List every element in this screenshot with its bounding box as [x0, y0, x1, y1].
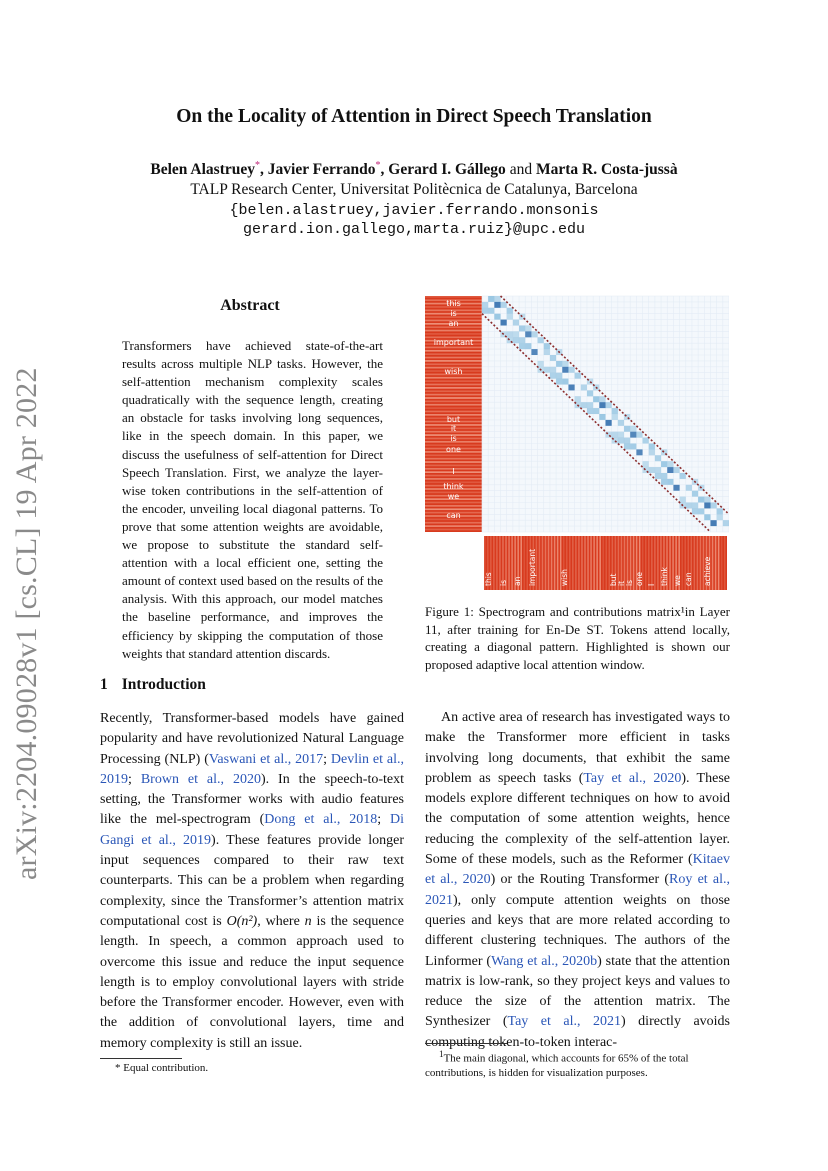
- contribution-cell: [556, 373, 562, 379]
- spectrogram-band: [599, 536, 601, 590]
- contribution-cell: [680, 497, 686, 503]
- contribution-cell: [606, 420, 612, 426]
- contribution-cell: [655, 473, 661, 479]
- contribution-cell: [544, 367, 550, 373]
- contribution-cell: [562, 361, 568, 367]
- token-label: wish: [560, 569, 569, 586]
- spectrogram-band: [425, 394, 482, 396]
- spectrogram-band: [584, 536, 586, 590]
- spectrogram-band: [425, 465, 482, 467]
- token-label: is: [450, 309, 457, 318]
- spectrogram-band: [569, 536, 571, 590]
- spectrogram-band: [425, 350, 482, 352]
- spectrogram-band: [572, 536, 574, 590]
- contribution-cell: [624, 438, 630, 444]
- contribution-cell: [525, 326, 531, 332]
- spectrogram-band: [575, 536, 577, 590]
- contribution-cell: [618, 438, 624, 444]
- spectrogram-band: [425, 478, 482, 480]
- contribution-cell: [655, 467, 661, 473]
- token-label: this: [446, 299, 461, 308]
- spectrogram-band: [721, 536, 723, 590]
- contribution-cell: [667, 479, 673, 485]
- contribution-cell: [562, 367, 568, 373]
- contribution-cell: [612, 432, 618, 438]
- contribution-cell: [525, 343, 531, 349]
- spectrogram-band: [425, 357, 482, 359]
- spectrogram-band: [645, 536, 647, 590]
- contribution-cell: [673, 485, 679, 491]
- contribution-cell: [649, 467, 655, 473]
- spectrogram-band: [606, 536, 608, 590]
- spectrogram-band: [654, 536, 656, 590]
- token-label: is: [625, 580, 634, 586]
- contribution-cell: [624, 444, 630, 450]
- spectrogram-band: [587, 536, 589, 590]
- contribution-cell: [723, 520, 729, 526]
- contribution-cell: [692, 491, 698, 497]
- citation-link[interactable]: Roy et al., 2021: [425, 872, 730, 908]
- spectrogram-band: [539, 536, 541, 590]
- contribution-cell: [501, 320, 507, 326]
- contribution-cell: [550, 373, 556, 379]
- citation-link[interactable]: Wang et al., 2020b: [491, 953, 598, 969]
- spectrogram-band: [602, 536, 604, 590]
- contribution-cell: [717, 508, 723, 514]
- contribution-cell: [661, 461, 667, 467]
- figure-contributions-matrix: [425, 294, 729, 590]
- figure-caption: Figure 1: Spectrogram and contributions matrix¹in Layer 11, after training for En-De ST. Tokens attend locally, creating a diagonal pattern. Highlighted is shown our proposed adaptive local attention window.: [425, 604, 730, 672]
- spectrogram-band: [554, 536, 556, 590]
- spectrogram-band: [715, 536, 717, 590]
- contribution-cell: [667, 467, 673, 473]
- token-label: one: [635, 572, 644, 586]
- contribution-cell: [587, 402, 593, 408]
- contribution-cell: [544, 349, 550, 355]
- contribution-cell: [562, 379, 568, 385]
- spectrogram-band: [425, 407, 482, 409]
- contribution-cell: [618, 420, 624, 426]
- spectrogram-band: [425, 380, 482, 382]
- contribution-cell: [513, 320, 519, 326]
- contribution-cell: [482, 302, 488, 308]
- spectrogram-band: [425, 505, 482, 507]
- contribution-cell: [686, 485, 692, 491]
- contribution-cell: [593, 396, 599, 402]
- contribution-cell: [575, 396, 581, 402]
- equal-contribution-mark: *: [375, 160, 381, 171]
- token-label: but: [446, 415, 461, 424]
- token-label: can: [684, 572, 693, 586]
- citation-link[interactable]: Tay et al., 2021: [507, 1014, 622, 1030]
- contribution-cell: [630, 426, 636, 432]
- spectrogram-band: [551, 536, 553, 590]
- footnote-rule: [425, 1043, 507, 1044]
- contribution-cell: [624, 426, 630, 432]
- contribution-cell: [544, 343, 550, 349]
- contribution-cell: [680, 473, 686, 479]
- spectrogram-band: [548, 536, 550, 590]
- author-name: Marta R. Costa-jussà: [535, 161, 678, 179]
- spectrogram-band: [496, 536, 498, 590]
- contribution-cell: [661, 479, 667, 485]
- contribution-cell: [673, 467, 679, 473]
- citation-link[interactable]: Tay et al., 2020: [583, 770, 682, 786]
- contribution-cell: [692, 503, 698, 509]
- token-label: achieve: [703, 556, 712, 586]
- contribution-cell: [501, 302, 507, 308]
- spectrogram-band: [425, 360, 482, 362]
- contribution-cell: [710, 520, 716, 526]
- spectrogram-band: [425, 296, 482, 298]
- contribution-cell: [538, 361, 544, 367]
- contribution-cell: [655, 455, 661, 461]
- section-heading: [100, 676, 220, 694]
- spectrogram-band: [581, 536, 583, 590]
- contribution-cell: [519, 337, 525, 343]
- contribution-cell: [704, 497, 710, 503]
- section-title: Introduction: [121, 676, 206, 693]
- contributions-matrix-figure: [425, 294, 729, 590]
- spectrogram-band: [425, 411, 482, 413]
- spectrogram-band: [425, 377, 482, 379]
- contribution-cell: [661, 473, 667, 479]
- contribution-cell: [698, 508, 704, 514]
- contribution-cell: [488, 308, 494, 314]
- spectrogram-band: [669, 536, 671, 590]
- contribution-cell: [636, 432, 642, 438]
- contribution-cell: [550, 367, 556, 373]
- author-name: Javier Ferrando: [267, 161, 376, 179]
- spectrogram-band: [425, 525, 482, 527]
- footnote-rule: [100, 1058, 182, 1059]
- spectrogram-band: [545, 536, 547, 590]
- contribution-cell: [643, 438, 649, 444]
- token-label: it: [617, 580, 626, 586]
- contribution-cell: [581, 385, 587, 391]
- spectrogram-band: [425, 384, 482, 386]
- spectrogram-band: [425, 529, 482, 531]
- abstract-heading: Abstract: [220, 297, 280, 314]
- contribution-cell: [698, 497, 704, 503]
- token-label: is: [450, 434, 457, 443]
- contribution-cell: [494, 314, 500, 320]
- spectrogram-band: [590, 536, 592, 590]
- contribution-cell: [612, 408, 618, 414]
- spectrogram-band: [493, 536, 495, 590]
- contribution-cell: [599, 414, 605, 420]
- spectrogram-band: [425, 404, 482, 406]
- citation-link[interactable]: Di Gangi et al., 2019: [100, 812, 405, 848]
- spectrogram-band: [425, 397, 482, 399]
- contribution-cell: [667, 461, 673, 467]
- contribution-cell: [568, 385, 574, 391]
- citation-link[interactable]: Kitaev et al., 2020: [425, 852, 730, 888]
- contribution-cell: [494, 302, 500, 308]
- contribution-cell: [531, 349, 537, 355]
- spectrogram-band: [724, 536, 726, 590]
- token-label: can: [446, 511, 461, 520]
- math-expression: O(n²): [226, 913, 258, 929]
- spectrogram-band: [508, 536, 510, 590]
- contribution-cell: [599, 402, 605, 408]
- contribution-cell: [519, 343, 525, 349]
- paper-title: On the Locality of Attention in Direct Speech Translation: [176, 106, 652, 127]
- token-label: important: [528, 548, 537, 586]
- citation-link[interactable]: Devlin et al., 2019: [100, 751, 404, 787]
- contribution-cell: [507, 331, 513, 337]
- contribution-cell: [686, 503, 692, 509]
- spectrogram-band: [596, 536, 598, 590]
- spectrogram-band: [425, 522, 482, 524]
- spectrogram-band: [712, 536, 714, 590]
- contribution-cell: [649, 449, 655, 455]
- contribution-cell: [488, 296, 494, 302]
- contribution-cell: [710, 503, 716, 509]
- token-label: an: [448, 319, 459, 328]
- abstract-text: Transformers have achieved state-of-the-art results across multiple NLP tasks. However, the self-attention mechanism complexity scales quadratically with the sequence length, creating an obstacle for tasks involving long sequences, like in the speech domain. In this paper, we discuss the usefulness of self-attention for Direct Speech Translation. First, we analyze the layer-wise token contributions in the self-attention of the encoder, unveiling local diagonal patterns. To prove that some attention weights are avoidable, we propose to substitute the standard self-attention with a local efficient one, setting the amount of context used based on the results of the analysis. With this approach, our model matches the baseline performance, and improves the efficiency by skipping the computation of those weights that standard attention discards.: [122, 338, 383, 661]
- email-line: {belen.alastruey,javier.ferrando.monsonis: [229, 202, 599, 219]
- token-label: it: [450, 424, 457, 433]
- spectrogram-band: [593, 536, 595, 590]
- contribution-cell: [507, 308, 513, 314]
- token-label: think: [443, 482, 464, 491]
- contribution-cell: [556, 361, 562, 367]
- token-label: wish: [444, 367, 463, 376]
- affiliation: TALP Research Center, Universitat Politècnica de Catalunya, Barcelona: [190, 181, 638, 198]
- intro-paragraph-left: Recently, Transformer-based models have gained popularity and have revolutionized Natural Language Processing (NLP) (Vaswani et al., 2017; Devlin et al., 2019; Brown et al., 2020). In the speech-to-text setting, the Transformer works with audio features like the mel-spectrogram (Dong et al., 2018; Di Gangi et al., 2019). These features provide longer input sequences compared to their raw text counterparts. This can be a problem when regarding complexity, since the Transformer’s attention matrix computational cost is O(n²), where n is the sequence length. In speech, a common approach used to overcome this issue and reduce the input sequence length is to employ convolutional layers with stride before the Transformer encoder. However, even with the addition of convolutional layers, time and memory complexity is still an issue.: [100, 711, 405, 1051]
- spectrogram-band: [425, 508, 482, 510]
- equal-contribution-mark: *: [255, 160, 261, 171]
- contribution-cell: [606, 402, 612, 408]
- footnote-equal-contribution: * Equal contribution.: [115, 1062, 209, 1074]
- spectrogram-band: [648, 536, 650, 590]
- contribution-cell: [704, 503, 710, 509]
- contribution-cell: [494, 296, 500, 302]
- contribution-cell: [519, 326, 525, 332]
- token-label: I: [647, 583, 656, 586]
- contribution-cell: [643, 461, 649, 467]
- spectrogram-band: [425, 401, 482, 403]
- author-list: Belen Alastruey*, Javier Ferrando*, Gerard I. Gállego and Marta R. Costa-jussà: [150, 160, 678, 179]
- token-label: this: [484, 572, 493, 586]
- contribution-cell: [513, 337, 519, 343]
- spectrogram-band: [425, 454, 482, 456]
- contribution-cell: [525, 331, 531, 337]
- spectrogram-band: [425, 502, 482, 504]
- contribution-cell: [593, 408, 599, 414]
- spectrogram-band: [700, 536, 702, 590]
- contribution-cell: [513, 331, 519, 337]
- contribution-cell: [556, 379, 562, 385]
- spectrogram-band: [657, 536, 659, 590]
- spectrogram-band: [425, 387, 482, 389]
- contribution-cell: [618, 432, 624, 438]
- citation-link[interactable]: Brown et al., 2020: [140, 771, 261, 787]
- spectrogram-band: [425, 330, 482, 332]
- contribution-cell: [612, 414, 618, 420]
- spectrogram-band: [425, 333, 482, 335]
- author-name: Gerard I. Gállego: [388, 161, 506, 179]
- contribution-cell: [630, 444, 636, 450]
- spectrogram-band: [718, 536, 720, 590]
- spectrogram-band: [542, 536, 544, 590]
- token-label: one: [446, 445, 461, 454]
- contribution-cell: [599, 396, 605, 402]
- token-label: we: [673, 575, 682, 586]
- spectrogram-band: [425, 353, 482, 355]
- token-label: we: [447, 492, 460, 501]
- contribution-cell: [507, 314, 513, 320]
- token-label: is: [499, 580, 508, 586]
- contribution-cell: [692, 508, 698, 514]
- spectrogram-band: [425, 461, 482, 463]
- spectrogram-band: [425, 363, 482, 365]
- contribution-cell: [717, 514, 723, 520]
- math-variable: n: [304, 913, 312, 929]
- contribution-cell: [575, 373, 581, 379]
- contribution-cell: [531, 331, 537, 337]
- contribution-cell: [704, 514, 710, 520]
- contribution-cell: [649, 444, 655, 450]
- contribution-cell: [538, 337, 544, 343]
- section-number: 1: [100, 676, 108, 693]
- spectrogram-band: [425, 458, 482, 460]
- token-label: think: [660, 567, 669, 586]
- spectrogram-band: [697, 536, 699, 590]
- intro-paragraph-right: An active area of research has investigated ways to make the Transformer more efficient in tasks involving long documents, that exhibit the same problem as speech tasks (Tay et al., 2020). These models explore different techniques on how to avoid the computation of some attention weights, hence reducing the complexity of the self-attention layer. Some of these models, such as the Reformer (Kitaev et al., 2020) or the Routing Transformer (Roy et al., 2021), only compute attention weights on those queries and keys that are more related according to different clustering techniques. The authors of the Linformer (Wang et al., 2020b) state that the attention matrix is low-rank, so they project keys and values to reduce the size of the attention matrix. The Synthesizer (Tay et al., 2021) directly avoids computing token-to-token interac-: [425, 710, 730, 1050]
- contribution-cell: [630, 432, 636, 438]
- contribution-cell: [581, 402, 587, 408]
- arxiv-identifier: arXiv:2204.09028v1 [cs.CL] 19 Apr 2022: [10, 367, 43, 880]
- token-label: important: [433, 338, 474, 347]
- spectrogram-band: [578, 536, 580, 590]
- spectrogram-band: [523, 536, 525, 590]
- spectrogram-band: [651, 536, 653, 590]
- citation-link[interactable]: Dong et al., 2018: [264, 812, 378, 828]
- contribution-cell: [587, 408, 593, 414]
- contribution-cell: [568, 367, 574, 373]
- email-line: gerard.ion.gallego,marta.ruiz}@upc.edu: [242, 221, 586, 238]
- contribution-cell: [587, 390, 593, 396]
- token-label: an: [513, 576, 522, 586]
- token-label: I: [452, 467, 455, 476]
- citation-link[interactable]: Vaswani et al., 2017: [208, 751, 324, 767]
- footnote-main-diagonal: $^1$The main diagonal, which accounts for 65% of the total contributions, is hidden for visualization purposes.: [425, 1049, 689, 1080]
- contribution-matrix: [482, 296, 729, 532]
- spectrogram-band: [694, 536, 696, 590]
- author-name: Belen Alastruey: [150, 161, 256, 179]
- spectrogram-band: [425, 390, 482, 392]
- contribution-cell: [550, 355, 556, 361]
- spectrogram-band: [557, 536, 559, 590]
- contribution-cell: [636, 449, 642, 455]
- contribution-cell: [482, 308, 488, 314]
- token-label: but: [609, 573, 618, 586]
